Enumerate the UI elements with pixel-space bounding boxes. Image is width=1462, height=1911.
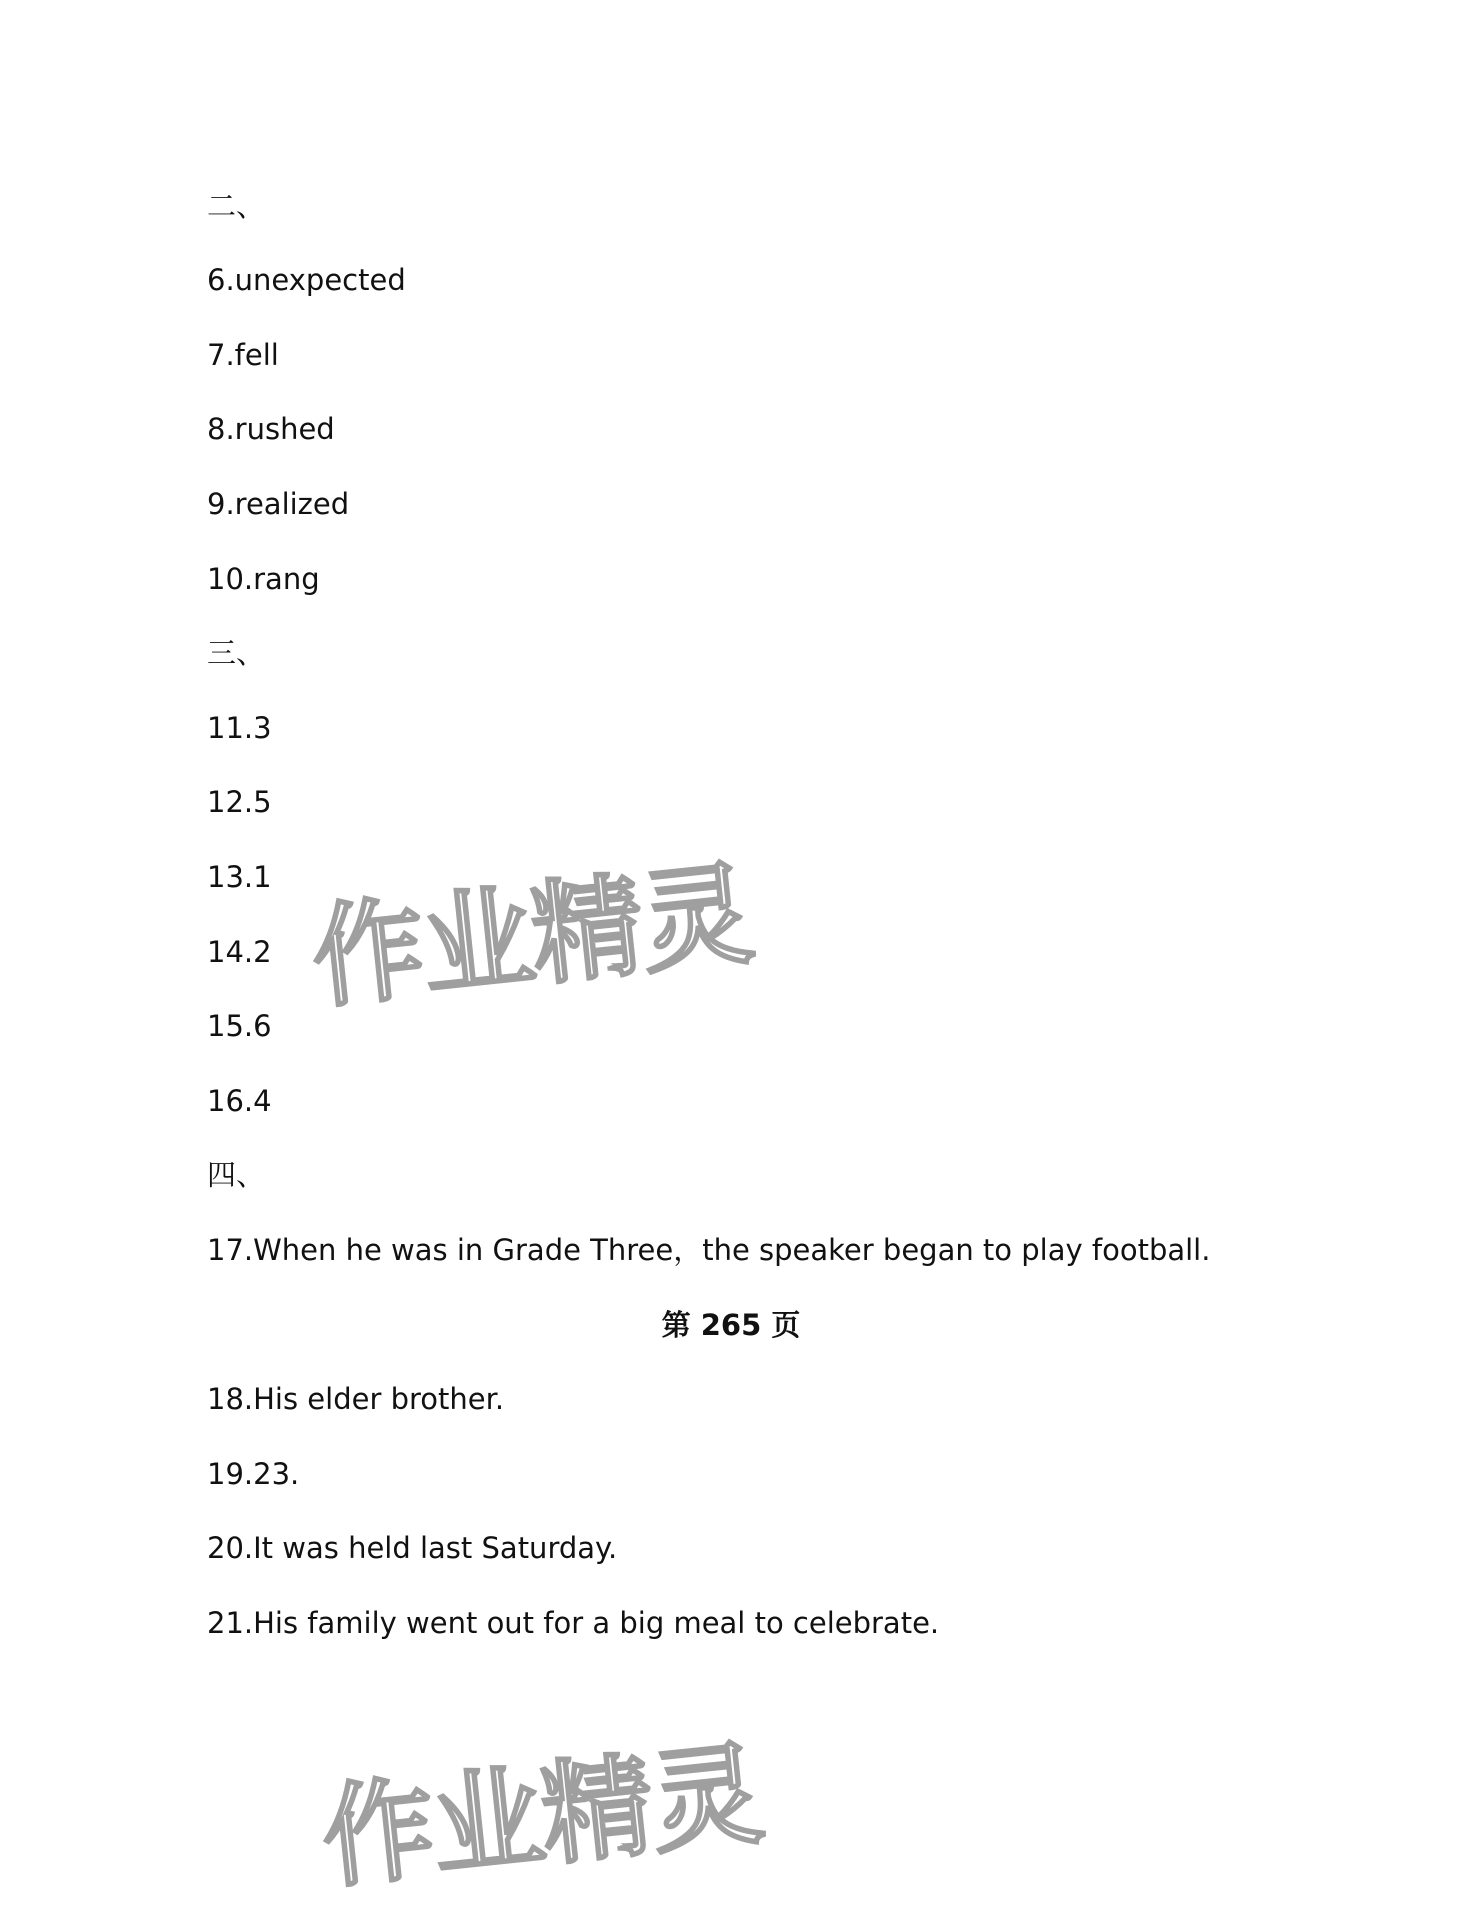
- answer-item-20: 20.It was held last Saturday.: [207, 1531, 618, 1565]
- section-heading-2: 二、: [207, 189, 266, 223]
- answer-item-21: 21.His family went out for a big meal to celebrate.: [207, 1606, 940, 1640]
- section-heading-4: 四、: [207, 1158, 266, 1192]
- answer-item-9: 9.realized: [207, 487, 350, 521]
- answer-item-13: 13.1: [207, 860, 272, 894]
- section-heading-3: 三、: [207, 636, 266, 670]
- answer-item-10: 10.rang: [207, 562, 320, 596]
- answer-item-6: 6.unexpected: [207, 263, 406, 297]
- watermark-logo: 作业精灵: [316, 1729, 768, 1905]
- answer-item-12: 12.5: [207, 785, 272, 819]
- watermark-logo: 作业精灵: [306, 849, 758, 1025]
- answer-item-17: 17.When he was in Grade Three，the speaker began to play football.: [207, 1233, 1211, 1267]
- answer-item-7: 7.fell: [207, 338, 279, 372]
- answer-item-8: 8.rushed: [207, 412, 335, 446]
- answer-item-16: 16.4: [207, 1084, 272, 1118]
- answer-item-19: 19.23.: [207, 1457, 300, 1491]
- answer-item-14: 14.2: [207, 935, 272, 969]
- answer-item-11: 11.3: [207, 711, 272, 745]
- answer-item-18: 18.His elder brother.: [207, 1382, 505, 1416]
- page-heading: 第 265 页: [661, 1308, 801, 1342]
- answer-item-15: 15.6: [207, 1009, 272, 1043]
